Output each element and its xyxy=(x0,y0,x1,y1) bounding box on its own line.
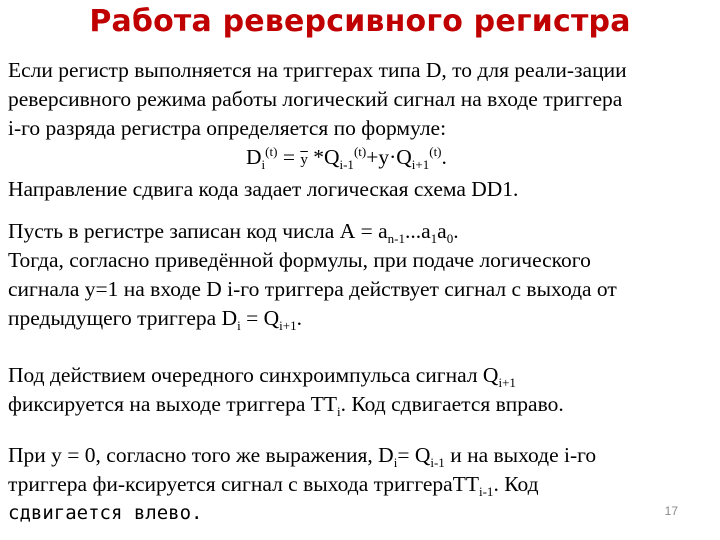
para4-line1-text: При y = 0, согласно того же выражения, D xyxy=(8,443,394,467)
para2-line3: сигнала y=1 на входе D i-го триггера действует сигнал с выхода от xyxy=(8,277,617,301)
formula-d-sub: i xyxy=(261,157,266,172)
para2-line1-end: . xyxy=(453,219,459,243)
formula-d-sup: (t) xyxy=(265,144,278,159)
para2-sub-i: i xyxy=(237,318,241,333)
formula-plus: +y·Q xyxy=(366,145,412,169)
para2-sub-1: 1 xyxy=(430,231,438,246)
para4-sub-tt: i-1 xyxy=(478,484,494,499)
slide-title: Работа реверсивного регистра xyxy=(89,4,631,39)
para2-sub-n1: n-1 xyxy=(387,231,405,246)
para3-sub-i: i xyxy=(337,404,341,419)
formula-star: *Q xyxy=(307,145,340,169)
para2-line1-a: a xyxy=(437,219,447,243)
formula xyxy=(8,143,712,175)
para3-line1 xyxy=(8,361,712,390)
para3-line2-text: фиксируется на выходе триггера TT xyxy=(8,392,338,416)
para4-line3: сдвигается влево. xyxy=(8,502,203,524)
para1-line1: Если регистр выполняется на триггерах типа D, то для реали-зации xyxy=(8,58,627,82)
para2-line1 xyxy=(8,217,712,246)
para2-line4-text: предыдущего триггера D xyxy=(8,306,238,330)
slide-body xyxy=(8,56,712,528)
para4-sub-i: i xyxy=(393,455,398,470)
para2-line1-text: Пусть в регистре записан код числа А = a xyxy=(8,219,388,243)
para4-line2-end: . Код xyxy=(493,472,539,496)
para3-line2 xyxy=(8,390,712,419)
formula-q1-sup: (t) xyxy=(353,144,367,159)
formula-eq: = xyxy=(277,145,301,169)
para2-line4-mid: = Q xyxy=(240,306,280,330)
para4-line1-end: и на выходе i-го xyxy=(444,443,597,467)
para1-line2: реверсивного режима работы логический сигнал на входе триггера xyxy=(8,87,623,111)
para2-sub-0: 0 xyxy=(446,231,454,246)
formula-d: D xyxy=(246,145,262,169)
para4-line1 xyxy=(8,441,712,470)
para2-line1-mid: ...a xyxy=(405,219,431,243)
para4-line2-text: триггера фи-ксируется сигнал с выхода триггераTT xyxy=(8,472,479,496)
para1-line3: i-го разряда регистра определяется по формуле: xyxy=(8,116,447,140)
para2-line4 xyxy=(8,304,712,333)
para3-line2-end: . Код сдвигается вправо. xyxy=(340,392,564,416)
para4-line1-mid: = Q xyxy=(397,443,431,467)
para2-line2: Тогда, согласно приведённой формулы, при подаче логического xyxy=(8,248,591,272)
para4-line2 xyxy=(8,470,712,499)
formula-end: . xyxy=(441,145,447,169)
para2-sub-i1: i+1 xyxy=(279,318,297,333)
formula-q2-sup: (t) xyxy=(429,144,442,159)
para3-sub-i1: i+1 xyxy=(498,375,516,390)
formula-q2-sub: i+1 xyxy=(411,157,430,172)
para2-line4-end: . xyxy=(296,306,302,330)
formula-q1-sub: i-1 xyxy=(339,157,354,172)
para1-line5: Направление сдвига кода задает логическая схема DD1. xyxy=(8,177,519,201)
para3-line1-text: Под действием очередного синхроимпульса сигнал Q xyxy=(8,363,499,387)
page-number: 17 xyxy=(664,504,678,518)
formula-ybar: $\overline{y}$ xyxy=(300,152,308,168)
para4-sub-i-1: i-1 xyxy=(430,455,445,470)
